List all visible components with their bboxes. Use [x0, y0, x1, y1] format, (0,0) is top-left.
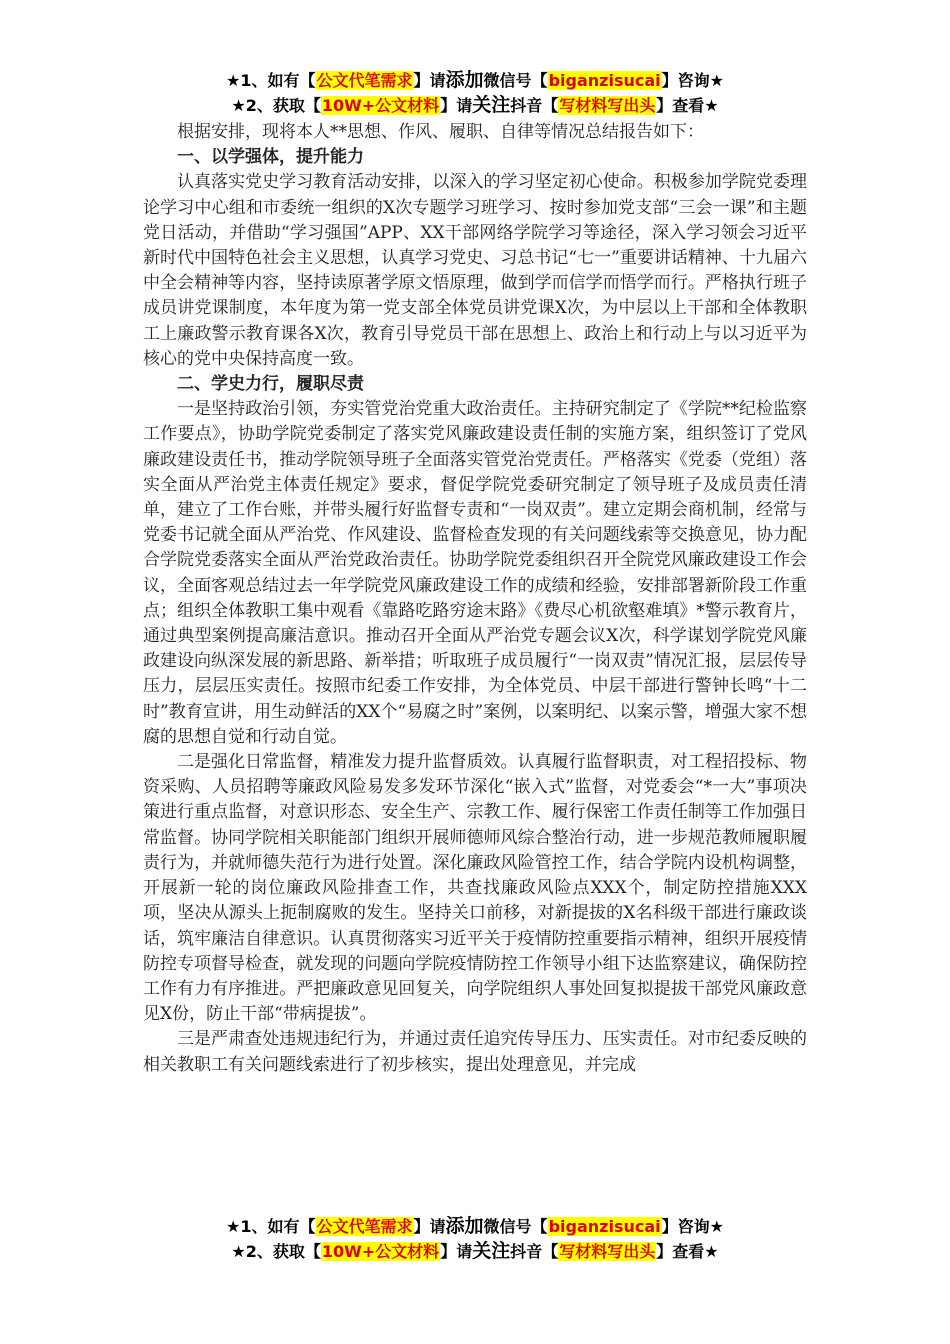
- promo-text: 】查看★: [656, 1242, 719, 1261]
- promo-highlight: 公文代笔需求: [316, 71, 413, 90]
- section-heading-2: 二、学史力行，履职尽责: [177, 374, 364, 395]
- promo-highlight: 公文代笔需求: [316, 1217, 413, 1236]
- promo-banner-top: [0, 68, 950, 118]
- promo-text: ★2、获取【: [231, 1242, 321, 1261]
- promo-text: 抖音【: [510, 1242, 559, 1261]
- promo-text: ★1、如有【: [226, 71, 316, 90]
- section-heading-1: 一、以学强体，提升能力: [177, 147, 364, 168]
- promo-text: 】咨询★: [661, 71, 724, 90]
- promo-line-2: [0, 1239, 950, 1264]
- promo-highlight: 10W+公文材料: [321, 96, 440, 115]
- promo-highlight: biganzisucai: [548, 71, 661, 90]
- promo-emphasis: 添加: [445, 69, 484, 91]
- body-paragraph-3: 二是强化日常监督，精准发力提升监督质效。认真履行监督职责，对工程招投标、物资采购、人员招聘等廉政风险易发多发环节深化“嵌入式”监督，对党委会“*一大”事项决策进行重点监督，对意识形态、安全生产、宗教工作、履行保密工作责任制等工作加强日常监督。协同学院相关职能部门组织开展师德师风综合整治行动，进一步规范教师履职履责行为，并就师德失范行为进行处置。深化廉政风险管控工作，结合学院内设机构调整，开展新一轮的岗位廉政风险排查工作，共查找廉政风险点XXX个，制定防控措施XXX项，坚决从源头上扼制腐败的发生。坚持关口前移，对新提拔的X名科级干部进行廉政谈话，筑牢廉洁自律意识。认真贯彻落实习近平关于疫情防控重要指示精神，组织开展疫情防控专项督导检查，就发现的问题向学院疫情防控工作领导小组下达监察建议，确保防控工作有力有序推进。严把廉政意见回复关，向学院组织人事处回复拟提拔干部党风廉政意见X份，防止干部“带病提拔”。: [143, 752, 807, 1025]
- promo-text: 】咨询★: [661, 1217, 724, 1236]
- promo-text: 】请: [440, 1242, 473, 1261]
- promo-text: ★2、获取【: [231, 96, 321, 115]
- promo-highlight: 写材料写出头: [559, 96, 656, 115]
- promo-text: 微信号【: [483, 1217, 548, 1236]
- document-body: [143, 120, 807, 1078]
- promo-banner-bottom: [0, 1214, 950, 1264]
- promo-text: 抖音【: [510, 96, 559, 115]
- promo-highlight: 写材料写出头: [559, 1242, 656, 1261]
- promo-text: 】请: [440, 96, 473, 115]
- promo-text: 】请: [413, 1217, 446, 1236]
- promo-emphasis: 关注: [472, 1240, 511, 1262]
- promo-highlight: biganzisucai: [548, 1217, 661, 1236]
- intro-paragraph: 根据安排，现将本人**思想、作风、履职、自律等情况总结报告如下：: [177, 122, 704, 142]
- promo-text: 】查看★: [656, 96, 719, 115]
- promo-emphasis: 关注: [472, 94, 511, 116]
- body-paragraph-2: 一是坚持政治引领，夯实管党治党重大政治责任。主持研究制定了《学院**纪检监察工作要点》，协助学院党委制定了落实党风廉政建设责任制的实施方案，组织签订了党风廉政建设责任书，推动学院领导班子全面落实管党治党责任。严格落实《党委（党组）落实全面从严治党主体责任规定》要求，督促学院党委研究制定了领导班子及成员责任清单，建立了工作台账，并带头履行好监督专责和“一岗双责”。建立定期会商机制，经常与党委书记就全面从严治党、作风建设、监督检查发现的有关问题线索等交换意见，协力配合学院党委落实全面从严治党政治责任。协助学院党委组织召开全院党风廉政建设工作会议，全面客观总结过去一年学院党风廉政建设工作的成绩和经验，安排部署新阶段工作重点；组织全体教职工集中观看《靠路吃路穷途末路》《费尽心机欲壑难填》*警示教育片，通过典型案例提高廉洁意识。推动召开全面从严治党专题会议X次，科学谋划学院党风廉政建设向纵深发展的新思路、新举措；听取班子成员履行“一岗双责”情况汇报，层层传导压力，层层压实责任。按照市纪委工作安排，为全体党员、中层干部进行警钟长鸣“十二时”教育宣讲，用生动鲜活的XX个“易腐之时”案例，以案明纪、以案示警，增强大家不想腐的思想自觉和行动自觉。: [143, 399, 807, 747]
- promo-text: 微信号【: [483, 71, 548, 90]
- promo-emphasis: 添加: [445, 1215, 484, 1237]
- promo-line-1: [0, 1214, 950, 1239]
- promo-text: 】请: [413, 71, 446, 90]
- body-paragraph-1: 认真落实党史学习教育活动安排，以深入的学习坚定初心使命。积极参加学院党委理论学习中心组和市委统一组织的X次专题学习班学习、按时参加党支部“三会一课”和主题党日活动，并借助“学习强国”APP、XX干部网络学院学习等途径，深入学习领会习近平新时代中国特色社会主义思想，认真学习党史、习总书记“七一”重要讲话精神、十九届六中全会精神等内容，坚持读原著学原文悟原理，做到学而信学而悟学而行。严格执行班子成员讲党课制度，本年度为第一党支部全体党员讲党课X次，为中层以上干部和全体教职工上廉政警示教育课各X次，教育引导党员干部在思想上、政治上和行动上与以习近平为核心的党中央保持高度一致。: [143, 172, 807, 369]
- promo-line-1: [0, 68, 950, 93]
- promo-highlight: 10W+公文材料: [321, 1242, 440, 1261]
- body-paragraph-4: 三是严肃查处违规违纪行为，并通过责任追究传导压力、压实责任。对市纪委反映的相关教职工有关问题线索进行了初步核实，提出处理意见，并完成: [143, 1029, 807, 1075]
- promo-text: ★1、如有【: [226, 1217, 316, 1236]
- promo-line-2: [0, 93, 950, 118]
